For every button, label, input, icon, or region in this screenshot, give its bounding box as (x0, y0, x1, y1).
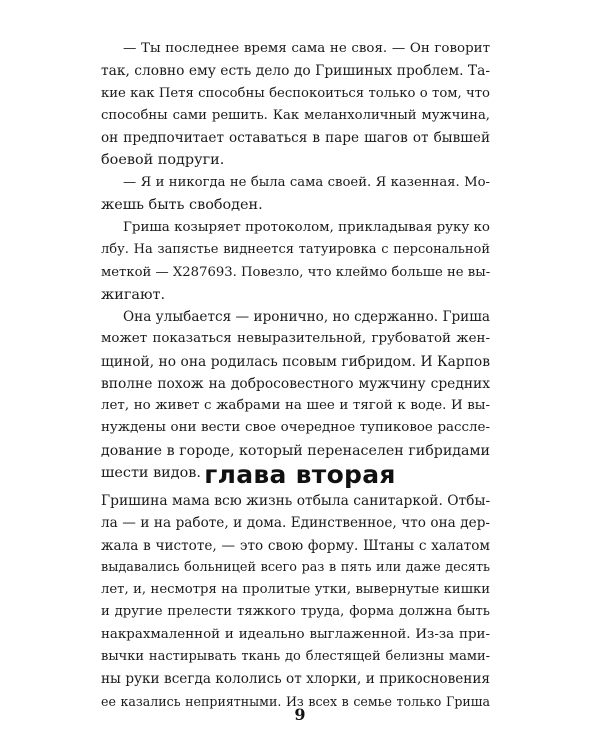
text-line: может показаться невыразительной, грубоватой жен- (101, 331, 490, 347)
text-line: ла — и на работе, и дома. Единственное, что она дер- (101, 515, 490, 532)
text-line: он предпочитает оставаться в паре шагов от бывшей (101, 130, 490, 147)
chapter-paragraph (101, 490, 490, 713)
text-line: накрахмаленной и идеально выглаженной. Из-за при- (101, 626, 490, 642)
text-line: жала в чистоте, — это свою форму. Штаны с халатом (101, 537, 490, 554)
text-line: жигают. (101, 286, 166, 303)
text-line: вычки настирывать ткань до блестящей белизны мами- (101, 649, 490, 665)
text-line: вполне похож на добросовестного мужчину средних (101, 375, 490, 392)
text-line: так, словно ему есть дело до Гришиных проблем. Та- (101, 63, 490, 80)
text-line: меткой — X287693. Повезло, что клеймо больше не вы- (101, 264, 491, 280)
text-line: лет, и, несмотря на пролитые утки, вывернутые кишки (101, 582, 490, 598)
text-line: лет, но живет с жабрами на шее и тягой к воде. И вы- (101, 398, 490, 414)
paragraph-2 (101, 172, 490, 217)
text-line: способны сами решить. Как меланхоличный мужчина, (101, 107, 490, 123)
text-line: ее казались неприятными. Из всех в семье только Гриша (101, 693, 490, 709)
text-line: жешь быть свободен. (101, 197, 263, 214)
text-line: кие как Петя способны беспокоиться только о том, что (101, 85, 490, 101)
page-number: 9 (294, 705, 306, 724)
paragraph-3 (101, 217, 490, 306)
text-line: щиной, но она родилась псовым гибридом. И Карпов (101, 353, 490, 370)
text-line: Она улыбается — иронично, но сдержанно. Гриша (123, 309, 490, 325)
text-line: боевой подруги. (101, 152, 225, 169)
text-line: — Ты последнее время сама не своя. — Он говорит (123, 41, 490, 56)
text-line: шести видов. (101, 465, 201, 482)
text-line: и другие прелести тяжкого труда, форма должна быть (101, 604, 490, 620)
text-line: ны руки всегда кололись от хлорки, и прикосновения (101, 671, 490, 688)
paragraph-4 (101, 306, 490, 484)
chapter-heading: глава вторая (204, 460, 396, 489)
text-line: Гришина мама всю жизнь отбыла санитаркой. Отбы- (101, 493, 491, 509)
text-line: лбу. На запястье виднеется татуировка с персональной (101, 242, 490, 258)
text-line: — Я и никогда не была сама своей. Я казенная. Мо- (123, 175, 490, 190)
text-line: нуждены они вести свое очередное тупиковое рассле- (101, 420, 490, 436)
text-line: выдавались больницей всего раз в пять или даже десять (101, 559, 490, 575)
paragraph-1 (101, 38, 490, 172)
text-line: Гриша козыряет протоколом, прикладывая руку ко (123, 220, 490, 235)
text-line: дование в городе, который перенаселен гибридами (101, 442, 490, 459)
